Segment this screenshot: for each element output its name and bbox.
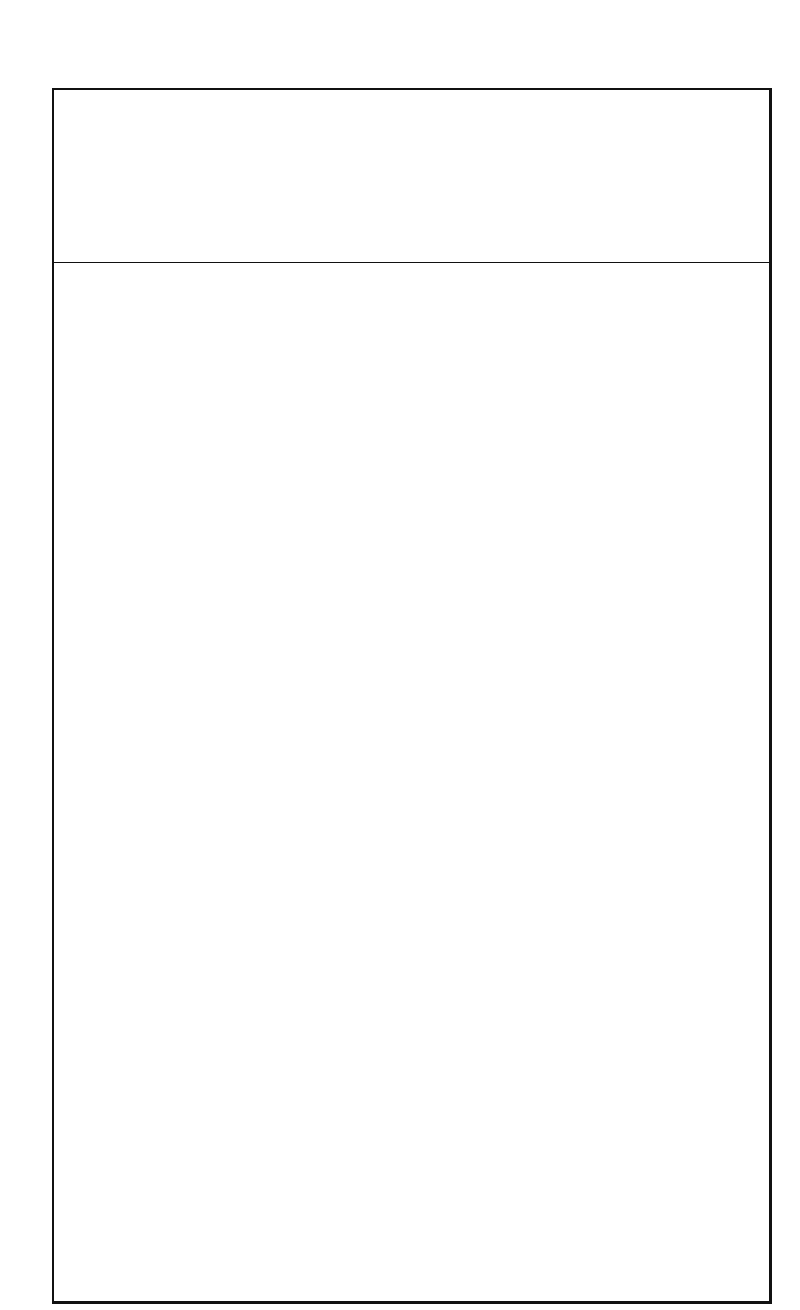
statistics-table <box>52 88 772 1304</box>
header-divider <box>54 262 769 263</box>
